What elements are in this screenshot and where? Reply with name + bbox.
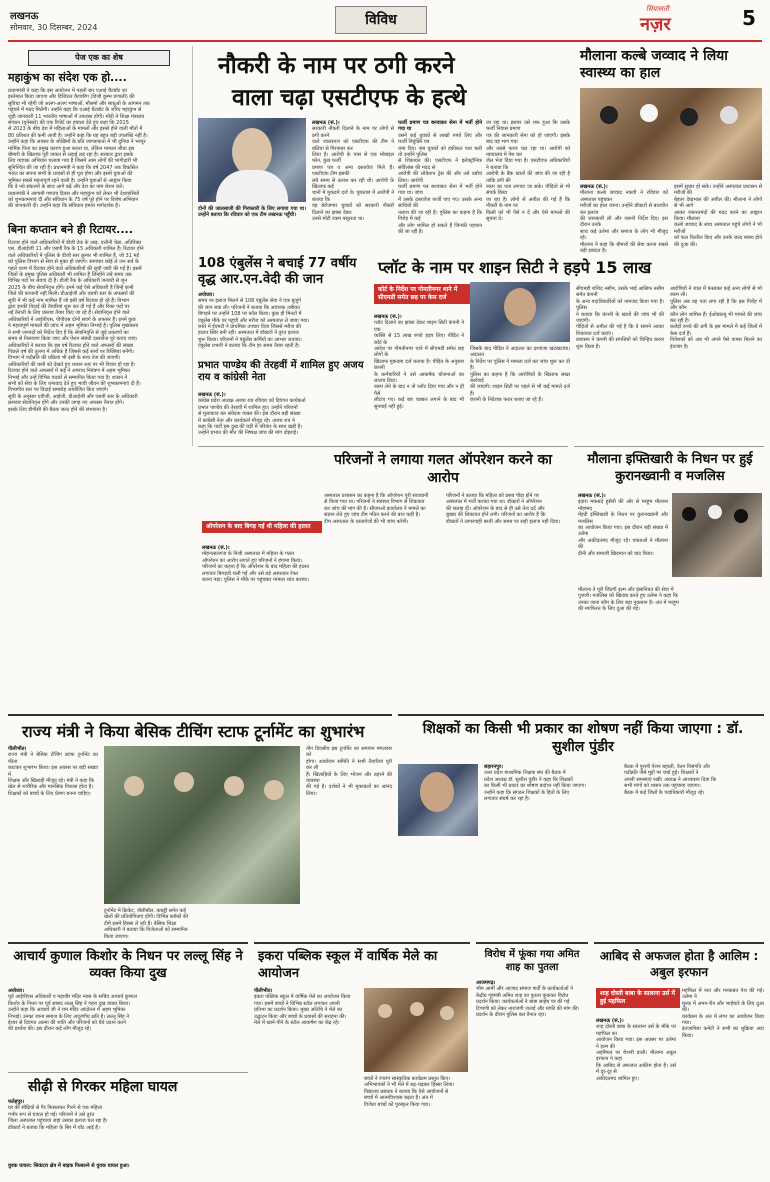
hospital-tag: ऑपरेशन के बाद बिगड़ गई थी महिला की हालत [202, 521, 322, 533]
story1-body: प्रधानमंत्री ने कहा कि इस आयोजन में पहली बार एआई चैटबॉट का इस्तेमाल किया जाएगा और डिजिटल कैप्चरिंग (डिजी कुम्भ प्रणाली) की सुविधा भी रहेगी जो अलग-अलग भाषाओं, मौसमों और साधुओं के आगमन तक पहुंचने में मदद मिलेगी। उन्होंने कहा कि एआई चैटबॉट के जरिए महाकुंभ से जुड़ी जानकारी 11 भारतीय भाषाओं में उपलब्ध होगी। मोदी ने शिक्षा मंत्रालय संगठन (यूनेस्को) की एक रिपोर्ट का हवाला देते हुए कहा कि 2015 से 2023 के बीच देश में महिलाओं के मामलों और इससे होने वाली मौतों में 80 प्रतिशत की कमी आयी है। उन्होंने कहा कि यह बहुत बड़ी उपलब्धि नहीं है। उन्होंने कहा कि अवसर के जोखिमों के प्रति जागरूकता में भी दुनिया ने भरपूर मार्मिक पिता का प्रमुख कारण हुआ करता था, लेकिन मामला जीता इस बीमारी के खिलाफ पूरी ताकत से लड़ाई लड़ रहा है। सरकार द्वारा इसके लिए व्यापक अभियान चलाया गया है जिसमें आम लोगों की भागीदारी भी सुनिश्चित की जा रही है। प्रधानमंत्री ने कहा कि वर्ष 2047 तक विकसित भारत का सपना सभी के प्रयासों से ही पूरा होगा और इसमें युवाओं की भूमिका सबसे महत्वपूर्ण रहने वाली है। उन्होंने युवाओं से आह्वान किया कि वे नये संकल्पों के साथ आगे बढ़ें और देश का नाम रोशन करें। प्रधानमंत्री ने आगामी गणतंत्र दिवस और महाकुंभ को लेकर भी देशवासियों को शुभकामनाएं दीं और संविधान के 75 वर्ष पूरे होने पर विशेष अभियान की जानकारी दी। उन्होंने कहा कि संविधान हमारा मार्गदर्शक है। [8, 88, 150, 210]
lead-headline-line2: वाला चढ़ा एसटीएफ के हत्थे [232, 85, 467, 111]
stairs-body: फतेहपुर। घर की सीढ़ियों से पैर फिसलकर गिरने से एक महिला गंभीर रूप से घायल हो गई। परिजनों ने उसे तुरंत जिला अस्पताल पहुंचाया जहां उसका इलाज चल रहा है। डॉक्टरों ने बताया कि महिला के सिर में चोट आई है। [8, 1099, 108, 1131]
ambulance-headline: 108 एंबुलेंस ने बचाई 77 वर्षीय वृद्ध आर.एन.वेदी की जान [198, 256, 357, 287]
abid-col2: महफिल में नात और मनकबत पेश की गई। उलेमा ने मुल्क में अमन-चैन और भाईचारे के लिए दुआ की। कार्यक्रम के अंत में लंगर का आयोजन किया गया। इंतजामिया कमेटी ने सभी का शुक्रिया अदा किया। [682, 988, 764, 1039]
effigy-headline: विरोध में फूंका गया अमित शाह का पुतला [484, 949, 580, 973]
kunal-body: अयोध्या। पूर्व आईपीएस अधिकारी व महावीर मंदिर न्यास के सचिव आचार्य कुणाल किशोर के निधन पर पूर्व सांसद लल्लू सिंह ने गहरा दुख व्यक्त किया। उन्होंने कहा कि आचार्य जी ने राम मंदिर आंदोलन में अहम भूमिका निभाई। उनका जाना समाज के लिए अपूरणीय क्षति है। लल्लू सिंह ने ईश्वर से दिवंगत आत्मा की शांति और परिजनों को धैर्य प्रदान करने की प्रार्थना की। इस दौरान कई लोग मौजूद रहे। [8, 988, 137, 1033]
ambulance-body: अयोध्या। समय पर इलाज मिलने से 108 एंबुलेंस सेवा ने एक बुजुर्ग की जान बचा ली। परिजनों ने बताया कि अचानक तबीयत बिगड़ने पर उन्होंने 108 पर कॉल किया। कुछ ही मिनटों में एंबुलेंस मौके पर पहुंची और मरीज को अस्पताल ले जाया गया। रास्ते में ईएमटी ने प्राथमिक उपचार दिया जिससे मरीज की हालत स्थिर बनी रही। अस्पताल में डॉक्टरों ने तुरंत इलाज शुरू किया। परिजनों ने एंबुलेंस कर्मियों का आभार जताया। एंबुलेंस प्रभारी ने बताया कि टीम हर समय तैयार रहती है। [198, 292, 310, 350]
abid-tag: शाह दोस्ती बाबा के सालाना उर्स में हुई महफिल [596, 988, 680, 1008]
teaching-story [8, 714, 392, 940]
hospital-story [198, 446, 568, 693]
ambulance-story [198, 256, 368, 356]
brand-logo: नज़र [640, 14, 671, 35]
masthead [0, 0, 770, 44]
lead-story [198, 46, 570, 251]
lead-col3: जा रहा था। इसपर उसे शक हुआ कि उसके फर्जी निवास प्रमाण पत्र की जानकारी सेना को हो जाएगी। इसके बाद वह भाग गया और तबसे फरार चल रहा था। आरोपी को न्यायालय में पेश कर जेल भेज दिया गया है। एसटीएफ अधिकारियों ने बताया कि आरोपी के बैंक खातों की जांच की जा रही है ताकि ठगी की रकम का पता लगाया जा सके। पीड़ितों से भी संपर्क किया जा रहा है। लोगों से अपील की गई है कि नौकरी के नाम पर किसी को भी पैसे न दें और ऐसे मामलों की सूचना दें। [486, 120, 570, 223]
left-column [8, 46, 188, 714]
plot-photo [470, 282, 570, 342]
right-top-col2: इसमें सुधार हो सके। उन्होंने अस्पताल प्रशासन से मरीजों की बेहतर देखभाल की अपील की। मौलाना ने लोगों से भी आगे आकर जरूरतमंदों की मदद करने का आह्वान किया। मौलाना कल्बे जव्वाद के साथ अस्पताल पहुंचे लोगों ने भी मरीजों को फल वितरित किए और उनके जल्द स्वस्थ होने की दुआ की। [674, 184, 762, 248]
kunal-story [8, 942, 248, 1070]
plot-tag: कोर्ट के निर्देश पर गोमतीनगर थाने में सीएमडी समेत छह पर केस दर्ज [374, 284, 472, 304]
stairs-continued: युवक घायल: सिकंदरा क्षेत्र में बाइक फिसलने से युवक घायल हुआ। [8, 1163, 130, 1169]
icra-headline: इकरा पब्लिक स्कूल में वार्षिक मेले का आयोजन [258, 949, 438, 981]
brand-small: सियासती [646, 5, 669, 13]
lead-col2: फर्जी प्रमाण पत्र बनवाकर सेना में भर्ती होने गया था उसने कई युवकों से लाखों रुपये लिए और फर्जी नियुक्ति पत्र थमा दिए। जब युवकों को हकीकत पता चली तो उन्होंने पुलिस से शिकायत की। एसटीएफ ने इलेक्ट्रॉनिक सर्विलांस की मदद से आरोपी की लोकेशन ट्रेस की और उसे दबोच लिया। आरोपी फर्जी प्रमाण पत्र बनवाकर सेना में भर्ती होने गया था। जांच में उसके दस्तावेज फर्जी पाए गए। उसके अन्य साथियों की तलाश की जा रही है। पुलिस का कहना है कि गिरोह में कई और लोग शामिल हो सकते हैं जिनकी पहचान की जा रही है। [398, 120, 482, 235]
join-body: लखनऊ (सं.)। कांग्रेस प्रदेश अध्यक्ष अजय राय रविवार को दिवंगत कार्यकर्ता प्रभात पाण्डेय की तेरहवीं में शामिल हुए। उन्होंने परिजनों से मुलाकात कर संवेदना व्यक्त की। इस दौरान बड़ी संख्या में कांग्रेसी नेता और कार्यकर्ता मौजूद रहे। अजय राय ने कहा कि पार्टी इस दुख की घड़ी में परिवार के साथ खड़ी है। उन्होंने प्रभात की मौत की निष्पक्ष जांच की मांग दोहराई। [198, 392, 306, 437]
abid-story [594, 942, 764, 1178]
plot-headline: प्लॉट के नाम पर शाइन सिटी ने हड़पे 15 लाख [378, 258, 652, 277]
teaching-headline: राज्य मंत्री ने किया बेसिक टीचिंग स्टाफ टूर्नामेंट का शुभारंभ [22, 722, 365, 741]
plot-col3: सीएमडी राशिद नसीम, उसके भाई आसिफ नसीम समेत कंपनी के अन्य पदाधिकारियों को नामजद किया गया है। पुलिस ने बताया कि कंपनी के खातों की जांच भी की जाएगी। पीड़ितों से अपील की गई है कि वे सामने आकर शिकायत दर्ज कराएं। प्रशासन ने कंपनी की संपत्तियों को चिन्हित करना शुरू किया है। [576, 286, 664, 350]
plot-col4: आरोपियों ने जाल में फंसाकर कई अन्य लोगों से भी रकम ली। पुलिस अब यह पता लगा रही है कि इस गिरोह में और कौन कौन लोग शामिल हैं। ईओडब्ल्यू भी मामले की जांच कर रही है। करोड़ों रुपये की ठगी के इस मामले में कई जिलों में केस दर्ज हैं। निवेशकों को अब भी अपने पैसे वापस मिलने का इंतजार है। [670, 286, 762, 350]
maulana-photo [672, 493, 762, 577]
icra-photo [364, 988, 468, 1072]
effigy-body: आजमगढ़। भीम आर्मी और आजाद समाज पार्टी के कार्यकर्ताओं ने केंद्रीय गृहमंत्री अमित शाह का पुतला फूंककर विरोध प्रदर्शन किया। कार्यकर्ताओं ने बाबा साहेब पर की गई टिप्पणी को लेकर नाराजगी जताई और माफी की मांग की। प्रदर्शन के दौरान पुलिस बल तैनात रहा। [476, 980, 580, 1019]
continued-tag: पेज एक का शेष [28, 50, 170, 66]
stairs-story [8, 1072, 248, 1177]
teacher-col2: बैठक में पुरानी पेंशन बहाली, वेतन विसंगति और पदोन्नति जैसे मुद्दों पर चर्चा हुई। शिक्षकों ने अपनी समस्याएं रखीं। अध्यक्ष ने आश्वासन दिया कि सभी मांगों को शासन तक पहुंचाया जाएगा। बैठक में कई जिलों के पदाधिकारी मौजूद रहे। [624, 764, 717, 796]
hospital-headline: परिजनों ने लगाया गलत ऑपरेशन करने का आरोप [333, 452, 553, 486]
icra-col2: बच्चों ने रंगारंग सांस्कृतिक कार्यक्रम प्रस्तुत किए। अभिभावकों ने भी मेले में बढ़-चढ़कर हिस्सा लिया। विद्यालय प्रबंधक ने बताया कि ऐसे आयोजनों से बच्चों में आत्मविश्वास बढ़ता है। अंत में विजेता बच्चों को पुरस्कृत किया गया। [364, 1076, 455, 1108]
effigy-story [476, 942, 588, 1178]
story2-body: रिटायर होने वाले अधिकारियों में डीजी टेक के आइ. एलीनी चेन्ना, अतिरिक्त एस, डीआईजी 11 और एसपी रैंक के 15 अधिकारी शामिल हैं। रिटायर होने वाले अधिकारियों में पुलिस के डीजी स्तर कुमार भी शामिल हैं, जो 31 मई को पुलिस विभाग से सेवा से मुक्त हो जाएंगे। समाचार कोई ले जन सर्व के पहले चरण में रिटायर होने वाले अधिकारियों की सूची जारी की गई है। इसमें जिलों के प्रमुख पुलिस अधिकारी भी शामिल हैं जिन्होंने लंबे समय तक विभिन्न पदों पर सेवाएं दी हैं। डीजी रैंक के अधिकारी जनवरी से जून 2025 के बीच सेवानिवृत्त होंगे। इनमें कई ऐसे अधिकारी हैं जिन्हें कभी जिले की कप्तानी नहीं मिली। डीआईजी और एसपी स्तर के अफसरों की सूची में भी कई नाम शामिल हैं जो इसी वर्ष रिटायर हो रहे हैं। विभाग द्वारा इनकी विदाई की तैयारियां शुरू कर दी गई हैं और रिक्त पदों पर नई तैनाती के लिए प्रस्ताव तैयार किए जा रहे हैं। सेवानिवृत्त होने वाले अधिकारियों में आईपीएस, पीपीएस दोनों संवर्ग के अफसर हैं। इनमें कुछ ने महत्वपूर्ण मामलों की जांच में अहम भूमिका निभाई है। पुलिस मुख्यालय ने सभी जनपदों को निर्देश दिए हैं कि सेवानिवृत्ति से जुड़े प्रकरणों का समय से निस्तारण किया जाए और पेंशन संबंधी दस्तावेज पूरे कराए जाएं। अधिकारियों ने बताया कि इस वर्ष रिटायर होने वाले अफसरों की संख्या पिछले वर्ष की तुलना में अधिक है जिससे कई स्तरों पर रिक्तियां बनेंगी। विभाग में पदोन्नति की प्रक्रिया भी इसी के साथ तेज की जाएगी। अधिकारियों की कमी को देखते हुए शासन स्तर पर भी विचार हो रहा है। रिटायर होने वाले अफसरों में कई ने अपराध नियंत्रण में अहम भूमिका निभाई और उन्हें विभिन्न पदकों से सम्मानित किया गया है। शासन ने सभी को सेवा के लिए धन्यवाद देते हुए भावी जीवन की शुभकामनाएं दी हैं। विभागीय स्तर पर विदाई समारोह आयोजित किए जाएंगे। सूची के अनुसार एडीजी, आईजी, डीआईजी और एसपी स्तर के अधिकारी क्रमवार सेवानिवृत्त होंगे और उनकी जगह नए अफसर तैनात होंगे। इसके लिए डीपीसी की बैठक जल्द होने की संभावना है। [8, 240, 144, 413]
kunal-headline: आचार्य कुणाल किशोर के निधन पर लल्लू सिंह ने व्यक्त किया दुख [13, 949, 243, 981]
maulana-headline: मौलाना इफ्तिखारी के निधन पर हुई कुरानख्वानी व मजलिस [587, 452, 753, 484]
page-number: 5 [742, 6, 756, 30]
join-headline: प्रभात पाण्डेय की तेरहवीं में शामिल हुए अजय राय व कांग्रेसी नेता [198, 360, 364, 383]
plot-story [374, 256, 764, 446]
maulana-story [574, 446, 764, 693]
join-story [198, 360, 368, 440]
story2-headline: बिना कप्तान बने ही रिटायर.... [8, 223, 133, 236]
hospital-col3: परिजनों ने बताया कि महिला को प्रसव पीड़ा होने पर अस्पताल में भर्ती कराया गया था। डॉक्टरों ने ऑपरेशन की सलाह दी। ऑपरेशन के बाद से ही उसे तेज दर्द और बुखार की शिकायत होने लगी। परिजनों का आरोप है कि डॉक्टरों ने लापरवाही बरती और समय पर सही इलाज नहीं दिया। [446, 493, 561, 525]
teaching-photo [104, 746, 300, 904]
hospital-col1: लखनऊ (सं.)। मोहनलालगंज के निजी अस्पताल में महिला के गलत ऑपरेशन का आरोप लगाते हुए परिजनों ने हंगामा किया। परिजनों का कहना है कि ऑपरेशन के बाद महिला की हालत लगातार बिगड़ती चली गई और उसे बड़े अस्पताल रेफर करना पड़ा। पुलिस ने मौके पर पहुंचकर मामला शांत कराया। [202, 545, 310, 584]
abid-col1: लखनऊ (सं.)। शाह दोस्ती बाबा के सालाना उर्स के मौके पर महफिल का आयोजन किया गया। इस अवसर पर उलेमा ने इल्म की अहमियत पर रोशनी डाली। मौलाना अबुल इरफान ने कहा कि आबिद से अफजल आलिम होता है। उर्स में दूर-दूर से अकीदतमंद शामिल हुए। [596, 1018, 676, 1082]
column-divider [192, 46, 193, 446]
masthead-city: लखनऊ [10, 11, 39, 22]
icra-col1: पीलीभीत। इकरा पब्लिक स्कूल में वार्षिक मेले का आयोजन किया गया। इसमें बच्चों ने विभिन्न स्टॉल लगाकर अपनी प्रतिभा का प्रदर्शन किया। मुख्य अतिथि ने मेले का उद्घाटन किया और बच्चों के प्रयासों की सराहना की। मेले में खाने-पीने के स्टॉल आकर्षण का केंद्र रहे। [254, 988, 351, 1027]
plot-col1: लखनऊ (सं.)। प्लॉट दिलाने का झांसा देकर शाइन सिटी कंपनी ने एक व्यक्ति से 15 लाख रुपये हड़प लिए। पीड़ित ने कोर्ट के आदेश पर गोमतीनगर थाने में सीएमडी समेत छह लोगों के खिलाफ मुकदमा दर्ज कराया है। पीड़ित के अनुसार कंपनी के कर्मचारियों ने उसे आकर्षक योजनाओं का लालच दिया। रकम लेने के बाद न तो प्लॉट दिया गया और न ही पैसे लौटाए गए। कई बार चक्कर लगाने के बाद भी सुनवाई नहीं हुई। [374, 314, 464, 410]
right-top-story [578, 46, 764, 256]
lead-headline-line1: नौकरी के नाम पर ठगी करने [218, 53, 455, 79]
abid-headline: आबिद से अफजल होता है आलिम : अबुल इरफान [599, 949, 759, 979]
story1-headline: महाकुंभ का संदेश एक हो.... [8, 71, 127, 84]
teaching-col1: पीलीभीत। राज्य मंत्री ने बेसिक टीचिंग स्टाफ टूर्नामेंट का फीता काटकर शुभारंभ किया। इस अवसर पर बड़ी संख्या में शिक्षक और खिलाड़ी मौजूद रहे। मंत्री ने कहा कि खेल से शारीरिक और मानसिक विकास होता है। शिक्षकों को बच्चों के लिए प्रेरणा बनना चाहिए। [8, 746, 98, 797]
masthead-rule [8, 40, 762, 42]
lead-photo [198, 118, 306, 202]
maulana-col1: लखनऊ (सं.)। इदारा मकसदे हुसैनी की ओर से मरहूम मौलाना मोहम्मद मेंहदी इफ्तिखारी के निधन पर कुरानख्वानी और मजलिस का आयोजन किया गया। इस दौरान बड़ी संख्या में उलेमा और अकीदतमंद मौजूद रहे। वक्ताओं ने मौलाना की दीनी और समाजी खिदमात को याद किया। [578, 493, 668, 557]
teaching-col3: तीन दिवसीय इस टूर्नामेंट का समापन मंगलवार को होगा। आयोजन समिति ने सभी तैयारियां पूरी कर ली हैं। खिलाड़ियों के लिए भोजन और ठहरने की व्यवस्था की गई है। दर्शकों ने भी मुकाबलों का आनंद लिया। [306, 746, 392, 797]
teacher-photo [398, 764, 478, 836]
masthead-date: सोमवार, 30 दिसम्बर, 2024 [10, 23, 98, 32]
teacher-col1: सहारनपुर। उत्तर प्रदेश माध्यमिक शिक्षक संघ की बैठक में प्रदेश अध्यक्ष डॉ. सुशील पुंडीर ने कहा कि शिक्षकों का किसी भी प्रकार का शोषण बर्दाश्त नहीं किया जाएगा। उन्होंने कहा कि संगठन शिक्षकों के हितों के लिए लगातार संघर्ष कर रहा है। [484, 764, 587, 803]
maulana-col2: मौलाना ने पूरी जिंदगी इल्म और इंसानियत की सेवा में गुजारी। मजलिस को खिताब करते हुए उलेमा ने कहा कि उनका जाना कौम के लिए बड़ा नुकसान है। अंत में मरहूम की मगफिरत के लिए दुआ की गई। [578, 587, 679, 613]
teacher-story [398, 714, 764, 940]
right-top-col1: लखनऊ (सं.)। मौलाना कल्बे जव्वाद नकवी ने रविवार को अस्पताल पहुंचकर मरीजों का हाल जाना। उन्होंने डॉक्टरों से बातचीत कर इलाज की जानकारी ली और जरूरी निर्देश दिए। इस दौरान उनके साथ कई उलेमा और समाज के लोग भी मौजूद रहे। मौलाना ने कहा कि बीमारों की सेवा करना सबसे बड़ी इबादत है। [580, 184, 668, 255]
section-label: विविध [335, 6, 427, 34]
plot-col2: जिसके बाद पीड़ित ने अदालत का दरवाजा खटखटाया। अदालत के निर्देश पर पुलिस ने मामला दर्ज कर जांच शुरू कर दी है। पुलिस का कहना है कि आरोपियों के खिलाफ सख्त कार्रवाई की जाएगी। शाइन सिटी पर पहले से भी कई मामले दर्ज हैं। कंपनी के निदेशक फरार बताए जा रहे हैं। [470, 346, 570, 404]
lead-col1: लखनऊ (सं.)। सरकारी नौकरी दिलाने के नाम पर लोगों से ठगी करने वाले जालसाज को एसटीएफ की टीम ने बलिया से गिरफ्तार कर लिया है। आरोपी के पास से एक मोबाइल फोन, कुछ फर्जी प्रमाण पत्र व अन्य दस्तावेज मिले हैं। एसटीएफ टीम इसकी लंबे समय से तलाश कर रही थी। आरोपी के खिलाफ कई थानों में मुकदमे दर्ज थे। पूछताछ में आरोपी ने बताया कि वह बेरोजगार युवकों को सरकारी नौकरी दिलाने का झांसा देकर उनसे मोटी रकम वसूलता था। [312, 120, 394, 223]
hospital-col2: अस्पताल प्रशासन का कहना है कि ऑपरेशन पूरी सावधानी से किया गया था। परिजनों ने स्वास्थ्य विभाग से शिकायत कर जांच की मांग की है। सीएमओ कार्यालय ने मामले का संज्ञान लेते हुए जांच टीम गठित करने की बात कही है। टीम अस्पताल के दस्तावेजों की भी जांच करेगी। [324, 493, 429, 525]
lead-photo-caption: दोनों की जालसाजी की गिरफ्तारी के लिए लगाया गया था। उन्होंने बताया कि रविवार को एक टीम लखनऊ पहुँची। [198, 206, 306, 219]
right-top-photo [580, 88, 762, 180]
icra-story [254, 942, 470, 1178]
stairs-headline: सीढ़ी से गिरकर महिला घायल [28, 1079, 178, 1095]
teacher-headline: शिक्षकों का किसी भी प्रकार का शोषण नहीं किया जाएगा : डॉ. सुशील पुंडीर [422, 721, 744, 755]
teaching-col2: टूर्नामेंट में क्रिकेट, वॉलीबॉल, कबड्डी समेत कई खेलों की प्रतियोगिताएं होंगी। विभिन्न ब्लॉकों की टीमें इसमें हिस्सा ले रही हैं। बेसिक शिक्षा अधिकारी ने बताया कि विजेताओं को सम्मानित किया जाएगा। [104, 908, 189, 940]
right-top-headline: मौलाना कल्बे जव्वाद ने लिया स्वास्थ्य का हाल [580, 48, 728, 81]
